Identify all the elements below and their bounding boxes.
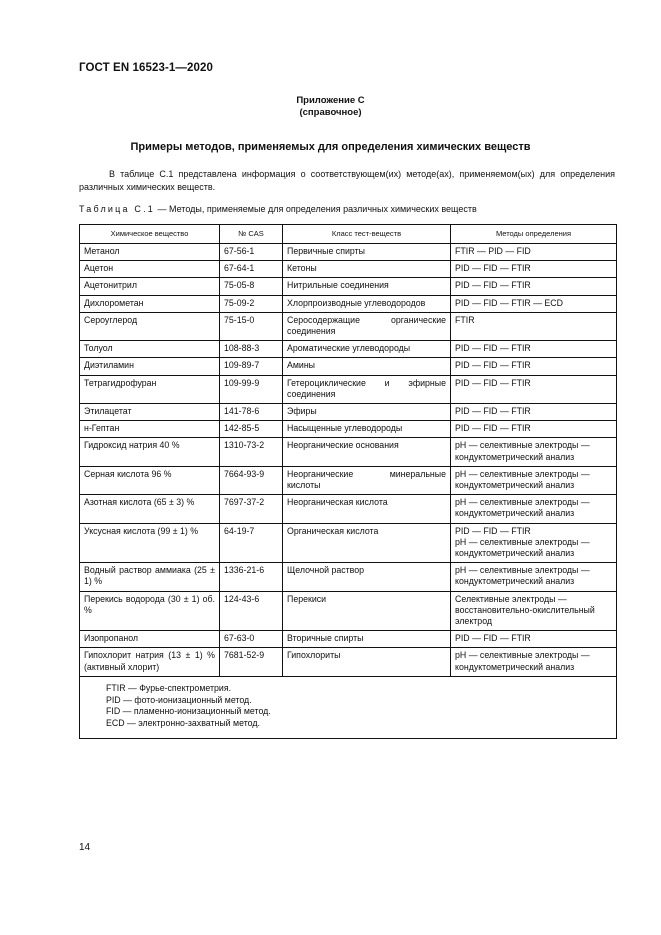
cell-substance: н-Гептан — [80, 421, 220, 438]
cell-class: Амины — [283, 358, 451, 375]
method-line: pH — селективные электроды — кондуктометрический анализ — [455, 468, 590, 491]
cell-substance: Серная кислота 96 % — [80, 466, 220, 494]
note-pid: PID — фото-ионизационный метод. — [106, 694, 252, 705]
cell-cas: 109-89-7 — [220, 358, 283, 375]
cell-methods — [451, 278, 617, 295]
method-line: Селективные электроды — восстановительно-окислительный электрод — [455, 593, 595, 627]
cell-class: Гетероциклические и эфирные соединения — [283, 375, 451, 403]
cell-class: Гипохлориты — [283, 648, 451, 676]
cell-class: Органическая кислота — [283, 523, 451, 563]
table-row — [80, 466, 617, 494]
table-row — [80, 563, 617, 591]
cell-cas: 7681-52-9 — [220, 648, 283, 676]
cell-cas: 142-85-5 — [220, 421, 283, 438]
method-line: PID — FID — FTIR — [455, 280, 531, 291]
method-line: pH — селективные электроды — кондуктометрический анализ — [455, 650, 590, 672]
cell-methods — [451, 495, 617, 523]
annex-header — [0, 95, 661, 119]
cell-methods — [451, 358, 617, 375]
cell-cas: 141-78-6 — [220, 404, 283, 421]
cell-cas: 75-05-8 — [220, 278, 283, 295]
cell-class: Вторичные спирты — [283, 631, 451, 648]
cell-class: Перекиси — [283, 591, 451, 631]
cell-substance: Сероуглерод — [80, 312, 220, 340]
method-line: PID — FID — FTIR — [455, 525, 531, 536]
cell-substance: Метанол — [80, 244, 220, 261]
cell-substance: Толуол — [80, 341, 220, 358]
table-row — [80, 631, 617, 648]
column-header-methods: Методы определения — [451, 225, 617, 244]
cell-cas: 67-63-0 — [220, 631, 283, 648]
table-row — [80, 421, 617, 438]
table-row — [80, 404, 617, 421]
page-number: 14 — [79, 842, 91, 853]
cell-class: Неорганическая кислота — [283, 495, 451, 523]
cell-methods — [451, 438, 617, 466]
method-line: PID — FID — FTIR — [455, 633, 531, 644]
annex-title: Приложение С — [296, 95, 365, 106]
note-ftir: FTIR — Фурье-спектрометрия. — [106, 682, 232, 693]
cell-cas: 109-99-9 — [220, 375, 283, 403]
cell-substance: Уксусная кислота (99 ± 1) % — [80, 523, 220, 563]
cell-methods — [451, 244, 617, 261]
cell-substance: Гипохлорит натрия (13 ± 1) % (активный хлорит) — [80, 648, 220, 676]
cell-cas: 67-64-1 — [220, 261, 283, 278]
cell-class: Щелочной раствор — [283, 563, 451, 591]
cell-class: Ароматические углеводороды — [283, 341, 451, 358]
cell-cas: 67-56-1 — [220, 244, 283, 261]
table-row — [80, 591, 617, 631]
table-caption-text: — Методы, применяемые для определения различных химических веществ — [155, 204, 477, 214]
table-row — [80, 341, 617, 358]
cell-methods — [451, 404, 617, 421]
cell-substance: Азотная кислота (65 ± 3) % — [80, 495, 220, 523]
cell-methods — [451, 341, 617, 358]
method-line: PID — FID — FTIR — [455, 406, 531, 417]
column-header-class: Класс тест-веществ — [283, 225, 451, 244]
table-row — [80, 648, 617, 676]
cell-cas: 7664-93-9 — [220, 466, 283, 494]
cell-cas: 1310-73-2 — [220, 438, 283, 466]
cell-methods — [451, 421, 617, 438]
column-header-substance: Химическое вещество — [80, 225, 220, 244]
cell-class: Неорганические минеральные кислоты — [283, 466, 451, 494]
table-row — [80, 438, 617, 466]
cell-methods — [451, 591, 617, 631]
table-row — [80, 375, 617, 403]
cell-methods — [451, 563, 617, 591]
method-line: pH — селективные электроды — кондуктометрический анализ — [455, 440, 590, 462]
table-row — [80, 495, 617, 523]
annex-subtitle: (справочное) — [299, 107, 362, 118]
column-header-cas: № CAS — [220, 225, 283, 244]
cell-class: Первичные спирты — [283, 244, 451, 261]
cell-class: Нитрильные соединения — [283, 278, 451, 295]
cell-substance: Водный раствор аммиака (25 ± 1) % — [80, 563, 220, 591]
methods-table — [79, 224, 617, 739]
cell-methods — [451, 312, 617, 340]
cell-methods — [451, 648, 617, 676]
cell-methods — [451, 375, 617, 403]
cell-substance: Дихлорометан — [80, 295, 220, 312]
cell-cas: 75-09-2 — [220, 295, 283, 312]
cell-substance: Ацетон — [80, 261, 220, 278]
table-row — [80, 358, 617, 375]
cell-substance: Изопропанол — [80, 631, 220, 648]
cell-class: Насыщенные углеводороды — [283, 421, 451, 438]
method-line: pH — селективные электроды — кондуктометрический анализ — [455, 536, 590, 559]
table-row — [80, 295, 617, 312]
cell-class: Хлорпроизводные углеводородов — [283, 295, 451, 312]
table-notes-row — [80, 676, 617, 738]
note-fid: FID — пламенно-ионизационный метод. — [106, 706, 271, 717]
cell-substance: Ацетонитрил — [80, 278, 220, 295]
method-line: PID — FID — FTIR — [455, 343, 531, 354]
cell-methods — [451, 466, 617, 494]
table-body — [80, 244, 617, 677]
method-line: PID — FID — FTIR — [455, 423, 531, 434]
cell-class: Эфиры — [283, 404, 451, 421]
cell-methods — [451, 261, 617, 278]
cell-substance: Диэтиламин — [80, 358, 220, 375]
method-line: FTIR — PID — FID — [455, 246, 531, 256]
cell-cas: 124-43-6 — [220, 591, 283, 631]
method-line: FTIR — [455, 314, 475, 325]
cell-class: Неорганические основания — [283, 438, 451, 466]
method-line: PID — FID — FTIR — [455, 377, 531, 388]
cell-cas: 108-88-3 — [220, 341, 283, 358]
table-row — [80, 261, 617, 278]
method-line: PID — FID — FTIR — [455, 360, 531, 371]
note-ecd: ECD — электронно-захватный метод. — [106, 718, 260, 729]
cell-methods — [451, 295, 617, 312]
cell-cas: 64-19-7 — [220, 523, 283, 563]
cell-cas: 75-15-0 — [220, 312, 283, 340]
table-row — [80, 523, 617, 563]
cell-substance: Гидроксид натрия 40 % — [80, 438, 220, 466]
method-line: pH — селективные электроды — кондуктометрический анализ — [455, 497, 590, 519]
cell-cas: 1336-21-6 — [220, 563, 283, 591]
cell-methods — [451, 631, 617, 648]
document-code: ГОСТ EN 16523-1—2020 — [79, 62, 214, 74]
table-caption — [79, 204, 477, 214]
table-header-row — [80, 225, 617, 244]
method-line: PID — FID — FTIR — [455, 263, 531, 274]
table-row — [80, 278, 617, 295]
intro-paragraph: В таблице С.1 представлена информация о соответствующем(их) методе(ах), применяемом(ых) для определения различных химических веществ. — [79, 169, 615, 192]
cell-methods — [451, 523, 617, 563]
table-notes — [80, 676, 617, 738]
table-row — [80, 244, 617, 261]
table-row — [80, 312, 617, 340]
cell-class: Серосодержащие органические соединения — [283, 312, 451, 340]
cell-cas: 7697-37-2 — [220, 495, 283, 523]
cell-class: Кетоны — [283, 261, 451, 278]
cell-substance: Тетрагидрофуран — [80, 375, 220, 403]
method-line: PID — FID — FTIR — ECD — [455, 297, 564, 308]
cell-substance: Этилацетат — [80, 404, 220, 421]
table-caption-label: Таблица С.1 — [79, 204, 155, 214]
cell-substance: Перекись водорода (30 ± 1) об. % — [80, 591, 220, 631]
page-heading: Примеры методов, применяемых для определения химических веществ — [130, 141, 531, 153]
method-line: pH — селективные электроды — кондуктометрический анализ — [455, 565, 590, 587]
